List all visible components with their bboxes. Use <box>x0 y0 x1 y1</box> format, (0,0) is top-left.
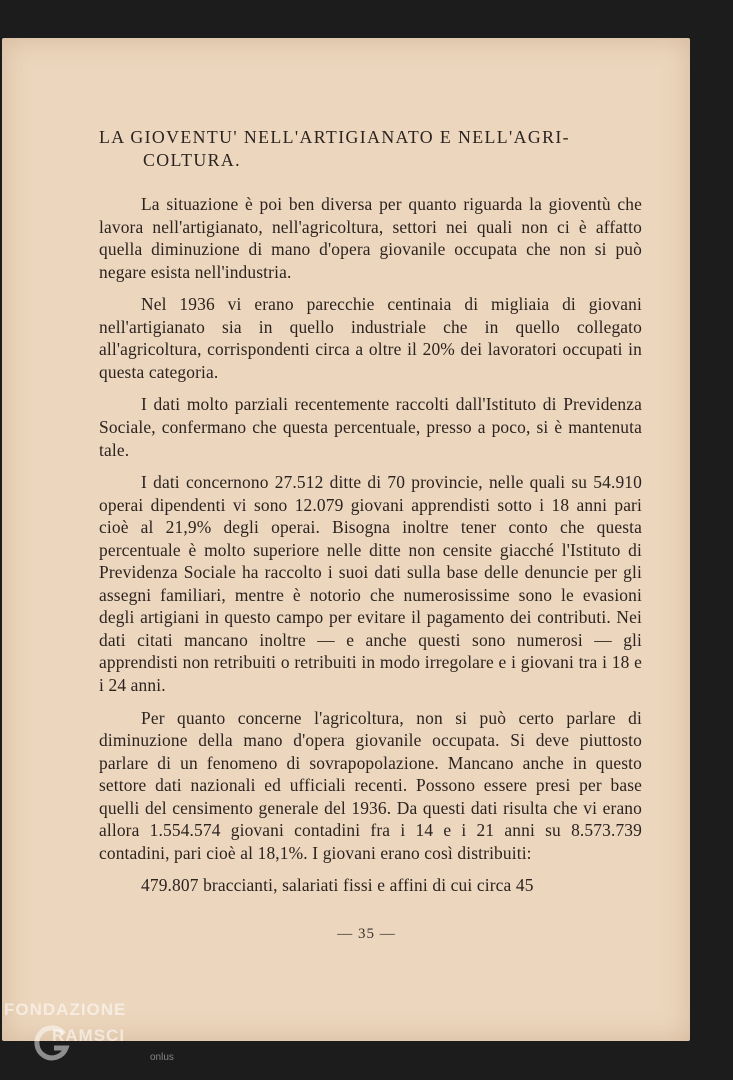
watermark-line-2: RAMSCI <box>52 1026 126 1045</box>
section-title-line-2: COLTURA. <box>143 149 241 170</box>
section-title-line-1: LA GIOVENTU' NELL'ARTIGIANATO E NELL'AGRI- <box>99 127 570 147</box>
paragraph: I dati concernono 27.512 ditte di 70 provincie, nelle quali su 54.910 operai dipendenti vi sono 12.079 giovani apprendisti sotto i 18 anni pari cioè al 21,9% degli operai. Bisogna inoltre tener conto che questa percentuale è molto superiore nelle ditte non censite giacché l'Istituto di Previdenza Sociale ha raccolto i suoi dati sulla base delle denuncie per gli assegni familiari, mentre è notorio che numerosissime sono le evasioni degli artigiani in questo campo per evitare il pagamento dei contributi. Nei dati citati mancano inoltre — e anche questi sono numerosi — gli apprendisti non retribuiti o retribuiti in modo irregolare e i giovani tra i 18 e i 24 anni. <box>99 472 642 696</box>
paragraph: Nel 1936 vi erano parecchie centinaia di migliaia di giovani nell'artigianato sia in quello industriale che in quello collegato all'agricoltura, corrispondenti circa a oltre il 20% dei lavoratori occupati in questa categoria. <box>99 294 642 382</box>
page-text <box>99 126 642 897</box>
body-text <box>99 193 642 897</box>
paragraph: I dati molto parziali recentemente raccolti dall'Istituto di Previdenza Sociale, confermano che questa percentuale, presso a poco, si è mantenuta tale. <box>99 394 642 460</box>
paragraph: Per quanto concerne l'agricoltura, non si può certo parlare di diminuzione della mano d'opera giovanile occupata. Si deve piuttosto parlare di un fenomeno di sovrapopolazione. Mancano anche in questo settore dati nazionali ed ufficiali recenti. Possono essere presi per base quelli del censimento generale del 1936. Da questi dati risulta che vi erano allora 1.554.574 giovani contadini fra i 14 e i 21 anni su 8.573.739 contadini, pari cioè al 18,1%. I giovani erano così distribuiti: <box>99 707 642 863</box>
watermark-suffix: onlus <box>150 1052 174 1063</box>
paragraph: La situazione è poi ben diversa per quanto riguarda la gioventù che lavora nell'artigianato, nell'agricoltura, settori nei quali non ci è affatto quella diminuzione di mano d'opera giovanile occupata che non si può negare esista nell'industria. <box>99 194 642 282</box>
fondazione-gramsci-watermark <box>4 1000 194 1080</box>
page-number: — 35 — <box>337 926 396 942</box>
paragraph: 479.807 braccianti, salariati fissi e affini di cui circa 45 <box>141 875 534 896</box>
watermark-line-1: FONDAZIONE <box>4 1000 127 1019</box>
